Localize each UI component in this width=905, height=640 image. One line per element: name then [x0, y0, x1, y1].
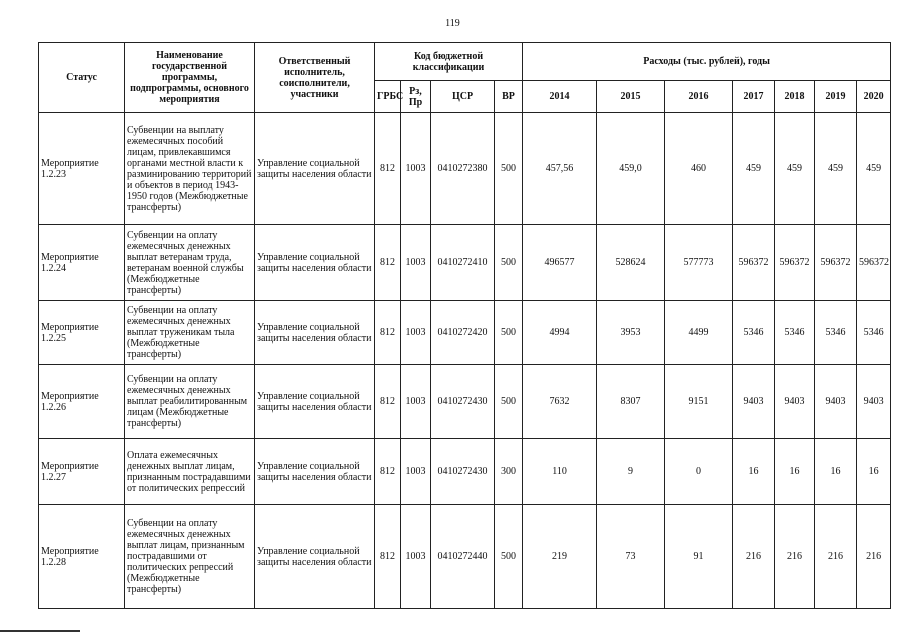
- header-year: 2014: [523, 81, 597, 113]
- header-year: 2018: [775, 81, 815, 113]
- row-amount: 216: [857, 505, 891, 609]
- row-amount: 4994: [523, 301, 597, 365]
- row-vr: 500: [495, 365, 523, 439]
- row-rz: 1003: [401, 439, 431, 505]
- row-amount: 110: [523, 439, 597, 505]
- row-name: Субвенции на оплату ежемесячных денежных выплат ветеранам труда, ветеранам военной службы (Межбюджетные трансферты): [125, 225, 255, 301]
- row-amount: 496577: [523, 225, 597, 301]
- row-amount: 16: [775, 439, 815, 505]
- row-amount: 9403: [857, 365, 891, 439]
- row-status: Мероприятие 1.2.23: [39, 113, 125, 225]
- row-amount: 459: [775, 113, 815, 225]
- row-name: Субвенции на выплату ежемесячных пособий лицам, привлекавшимся органами местной власти к разминированию территорий и объектов в период 1943-1950 годов (Межбюджетные трансферты): [125, 113, 255, 225]
- header-budget-code: Код бюджетной классификации: [375, 43, 523, 81]
- table-row: [39, 301, 891, 365]
- row-amount: 7632: [523, 365, 597, 439]
- table-row: [39, 225, 891, 301]
- row-amount: 5346: [775, 301, 815, 365]
- row-amount: 528624: [597, 225, 665, 301]
- row-status: Мероприятие 1.2.27: [39, 439, 125, 505]
- row-executor: Управление социальной защиты населения области: [255, 505, 375, 609]
- row-amount: 73: [597, 505, 665, 609]
- row-name: Субвенции на оплату ежемесячных денежных выплат труженикам тыла (Межбюджетные трансферты): [125, 301, 255, 365]
- row-amount: 5346: [733, 301, 775, 365]
- row-amount: 0: [665, 439, 733, 505]
- header-vr: ВР: [495, 81, 523, 113]
- row-amount: 459,0: [597, 113, 665, 225]
- row-csr: 0410272380: [431, 113, 495, 225]
- row-amount: 9151: [665, 365, 733, 439]
- budget-table: [38, 42, 891, 609]
- row-executor: Управление социальной защиты населения области: [255, 225, 375, 301]
- row-csr: 0410272440: [431, 505, 495, 609]
- row-amount: 216: [733, 505, 775, 609]
- header-grbs: ГРБС: [375, 81, 401, 113]
- header-year: 2020: [857, 81, 891, 113]
- row-status: Мероприятие 1.2.28: [39, 505, 125, 609]
- row-amount: 9403: [733, 365, 775, 439]
- row-amount: 5346: [857, 301, 891, 365]
- row-amount: 596372: [857, 225, 891, 301]
- row-amount: 596372: [815, 225, 857, 301]
- row-status: Мероприятие 1.2.25: [39, 301, 125, 365]
- row-executor: Управление социальной защиты населения области: [255, 301, 375, 365]
- row-status: Мероприятие 1.2.26: [39, 365, 125, 439]
- row-amount: 9403: [775, 365, 815, 439]
- table-row: [39, 113, 891, 225]
- row-amount: 460: [665, 113, 733, 225]
- row-grbs: 812: [375, 113, 401, 225]
- row-amount: 16: [815, 439, 857, 505]
- row-amount: 459: [857, 113, 891, 225]
- row-amount: 459: [815, 113, 857, 225]
- row-amount: 4499: [665, 301, 733, 365]
- row-grbs: 812: [375, 365, 401, 439]
- row-grbs: 812: [375, 225, 401, 301]
- table-row: [39, 365, 891, 439]
- row-csr: 0410272430: [431, 365, 495, 439]
- row-amount: 577773: [665, 225, 733, 301]
- row-csr: 0410272410: [431, 225, 495, 301]
- header-csr: ЦСР: [431, 81, 495, 113]
- header-expenses: Расходы (тыс. рублей), годы: [523, 43, 891, 81]
- row-amount: 459: [733, 113, 775, 225]
- row-vr: 500: [495, 225, 523, 301]
- row-amount: 219: [523, 505, 597, 609]
- row-rz: 1003: [401, 365, 431, 439]
- row-amount: 9: [597, 439, 665, 505]
- row-amount: 9403: [815, 365, 857, 439]
- header-rz: Рз, Пр: [401, 81, 431, 113]
- row-rz: 1003: [401, 505, 431, 609]
- row-grbs: 812: [375, 301, 401, 365]
- row-amount: 5346: [815, 301, 857, 365]
- row-amount: 8307: [597, 365, 665, 439]
- row-vr: 500: [495, 113, 523, 225]
- page-number: 119: [445, 18, 460, 29]
- row-amount: 216: [815, 505, 857, 609]
- row-grbs: 812: [375, 505, 401, 609]
- header-year: 2016: [665, 81, 733, 113]
- row-amount: 91: [665, 505, 733, 609]
- header-year: 2017: [733, 81, 775, 113]
- row-grbs: 812: [375, 439, 401, 505]
- row-vr: 300: [495, 439, 523, 505]
- table-row: [39, 439, 891, 505]
- row-amount: 457,56: [523, 113, 597, 225]
- header-status: Статус: [39, 43, 125, 113]
- header-year: 2015: [597, 81, 665, 113]
- row-status: Мероприятие 1.2.24: [39, 225, 125, 301]
- row-name: Оплата ежемесячных денежных выплат лицам, признанным пострадавшими от политических репрессий: [125, 439, 255, 505]
- row-name: Субвенции на оплату ежемесячных денежных выплат лицам, признанным пострадавшими от политических репрессий (Межбюджетные трансферты): [125, 505, 255, 609]
- footer-divider: [0, 630, 80, 632]
- row-csr: 0410272420: [431, 301, 495, 365]
- table-row: [39, 505, 891, 609]
- row-rz: 1003: [401, 225, 431, 301]
- row-amount: 16: [733, 439, 775, 505]
- row-amount: 16: [857, 439, 891, 505]
- row-rz: 1003: [401, 113, 431, 225]
- row-rz: 1003: [401, 301, 431, 365]
- row-vr: 500: [495, 301, 523, 365]
- row-amount: 216: [775, 505, 815, 609]
- row-amount: 596372: [733, 225, 775, 301]
- row-executor: Управление социальной защиты населения области: [255, 113, 375, 225]
- header-executor: Ответственный исполнитель, соисполнители, участники: [255, 43, 375, 113]
- row-amount: 596372: [775, 225, 815, 301]
- row-csr: 0410272430: [431, 439, 495, 505]
- row-amount: 3953: [597, 301, 665, 365]
- row-name: Субвенции на оплату ежемесячных денежных выплат реабилитированным лицам (Межбюджетные трансферты): [125, 365, 255, 439]
- row-executor: Управление социальной защиты населения области: [255, 365, 375, 439]
- header-year: 2019: [815, 81, 857, 113]
- row-executor: Управление социальной защиты населения области: [255, 439, 375, 505]
- row-vr: 500: [495, 505, 523, 609]
- header-name: Наименование государственной программы, подпрограммы, основного мероприятия: [125, 43, 255, 113]
